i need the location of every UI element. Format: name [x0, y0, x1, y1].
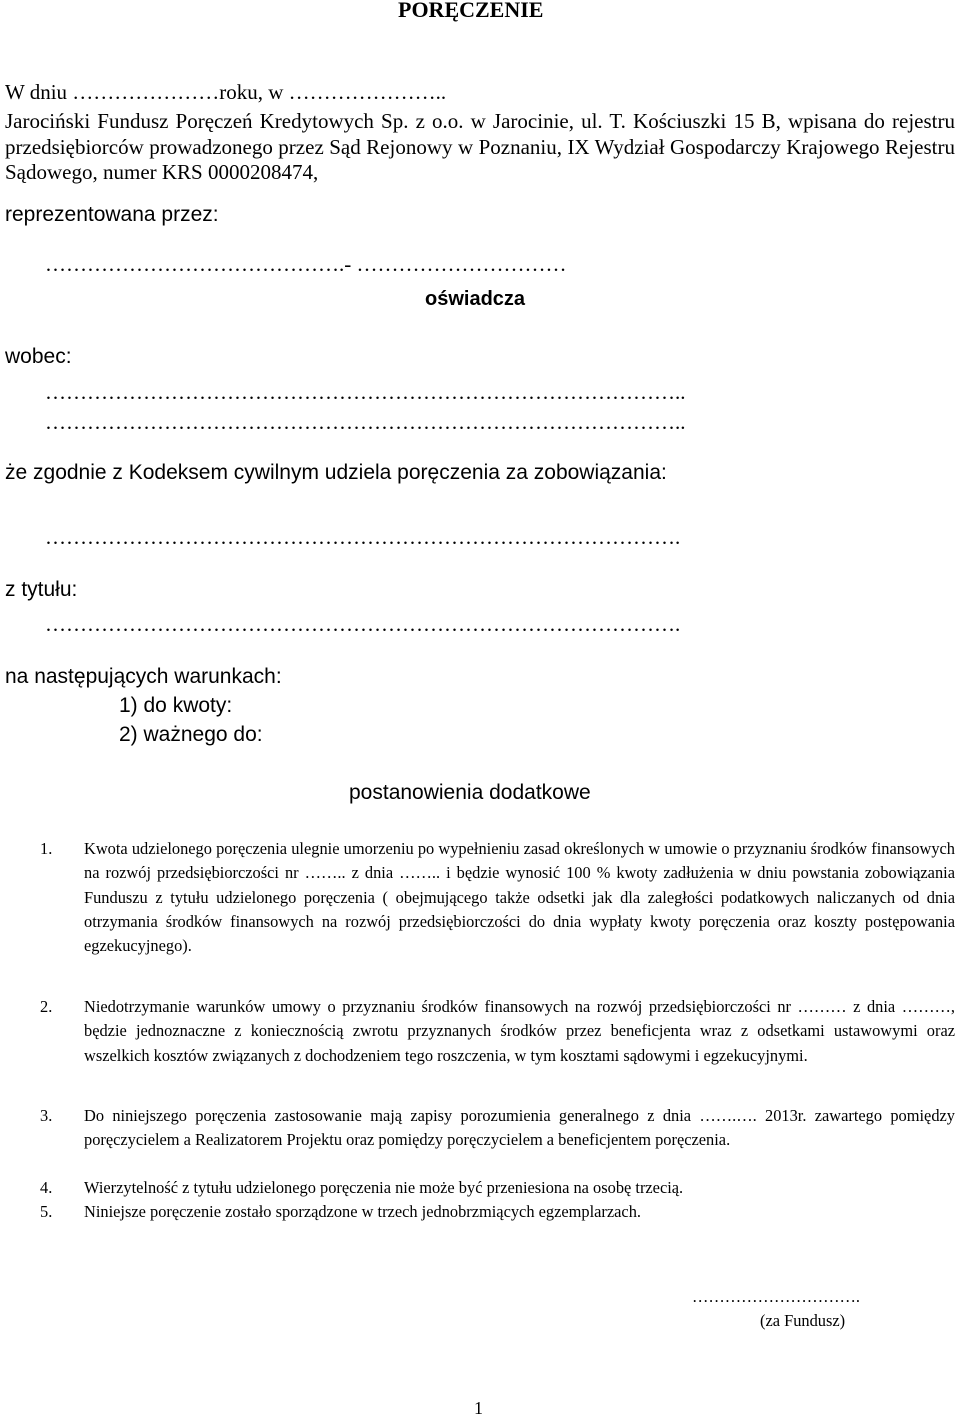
- page-number: 1: [474, 1398, 483, 1418]
- representative-line: …………………………………….- …………………………: [45, 252, 567, 276]
- provision-number: 5.: [40, 1202, 53, 1221]
- title-line: ……………………………………………………………………………….: [45, 612, 681, 636]
- guarantee-statement: że zgodnie z Kodeksem cywilnym udziela poręczenia za zobowiązania:: [5, 461, 667, 484]
- towards-line-2: ………………………………………………………………………………..: [45, 410, 686, 434]
- document-title: PORĘCZENIE: [398, 0, 544, 22]
- provision-text: Wierzytelność z tytułu udzielonego poręczenia nie może być przeniesiona na osobę trzecią.: [84, 1178, 684, 1197]
- intro-paragraph: Jarociński Fundusz Poręczeń Kredytowych Sp. z o.o. w Jarocinie, ul. T. Kościuszki 15 B, wpisana do rejestru przedsiębiorców prowadzonego przez Sąd Rejonowy w Poznaniu, IX Wydział Gospodarczy Krajowego Rejestru Sądowego, numer KRS 0000208474,: [5, 109, 955, 184]
- provision-text: Do niniejszego poręczenia zastosowanie mają zapisy porozumienia generalnego z dnia …….…. 2013r. zawartego pomiędzy poręczycielem a Realizatorem Projektu oraz pomiędzy poręczycielem a beneficjentem poręczenia.: [84, 1106, 955, 1150]
- provision-text: Kwota udzielonego poręczenia ulegnie umorzeniu po wypełnieniu zasad określonych w umowie o przyznaniu środków finansowych na rozwój przedsiębiorczości nr …….. z dnia …….. i będzie wynosić 100 % kwoty zadłużenia w dniu powstania zobowiązania Funduszu z tytułu udzielonego poręczenia ( obejmującego także odsetki jak dla zaległości podatkowych naliczanych od dnia otrzymania środków finansowych na rozwój przedsiębiorczości do dnia wypłaty kwoty poręczenia oraz koszty postępowania egzekucyjnego).: [84, 839, 955, 956]
- provision-text: Niniejsze poręczenie zostało sporządzone w trzech jednobrzmiących egzemplarzach.: [84, 1202, 641, 1221]
- obligations-line: ……………………………………………………………………………….: [45, 525, 681, 549]
- towards-label: wobec:: [5, 345, 72, 368]
- condition-valid-until: 2) ważnego do:: [119, 723, 263, 746]
- provision-number: 1.: [40, 839, 53, 858]
- title-label: z tytułu:: [5, 578, 78, 601]
- signature-label: (za Fundusz): [760, 1311, 846, 1330]
- signature-line: ………………………….: [692, 1287, 861, 1306]
- towards-line-1: ………………………………………………………………………………..: [45, 380, 686, 404]
- represented-by-label: reprezentowana przez:: [5, 203, 219, 226]
- condition-amount: 1) do kwoty:: [119, 694, 233, 717]
- intro-date-line: W dniu …………………roku, w …………………..: [5, 80, 447, 104]
- additional-provisions-heading: postanowienia dodatkowe: [349, 781, 591, 804]
- conditions-label: na następujących warunkach:: [5, 665, 282, 688]
- provision-number: 2.: [40, 997, 53, 1016]
- declares-heading: oświadcza: [425, 288, 526, 310]
- provision-number: 3.: [40, 1106, 53, 1125]
- provision-number: 4.: [40, 1178, 53, 1197]
- provision-text: Niedotrzymanie warunków umowy o przyznaniu środków finansowych na rozwój przedsiębiorczości nr ……… z dnia ………, będzie jednoznaczne z koniecznością zwrotu przyznanych środków przez beneficjenta wraz z odsetkami ustawowymi oraz wszelkich kosztów związanych z dochodzeniem tego roszczenia, w tym kosztami sądowymi i egzekucyjnymi.: [84, 997, 955, 1065]
